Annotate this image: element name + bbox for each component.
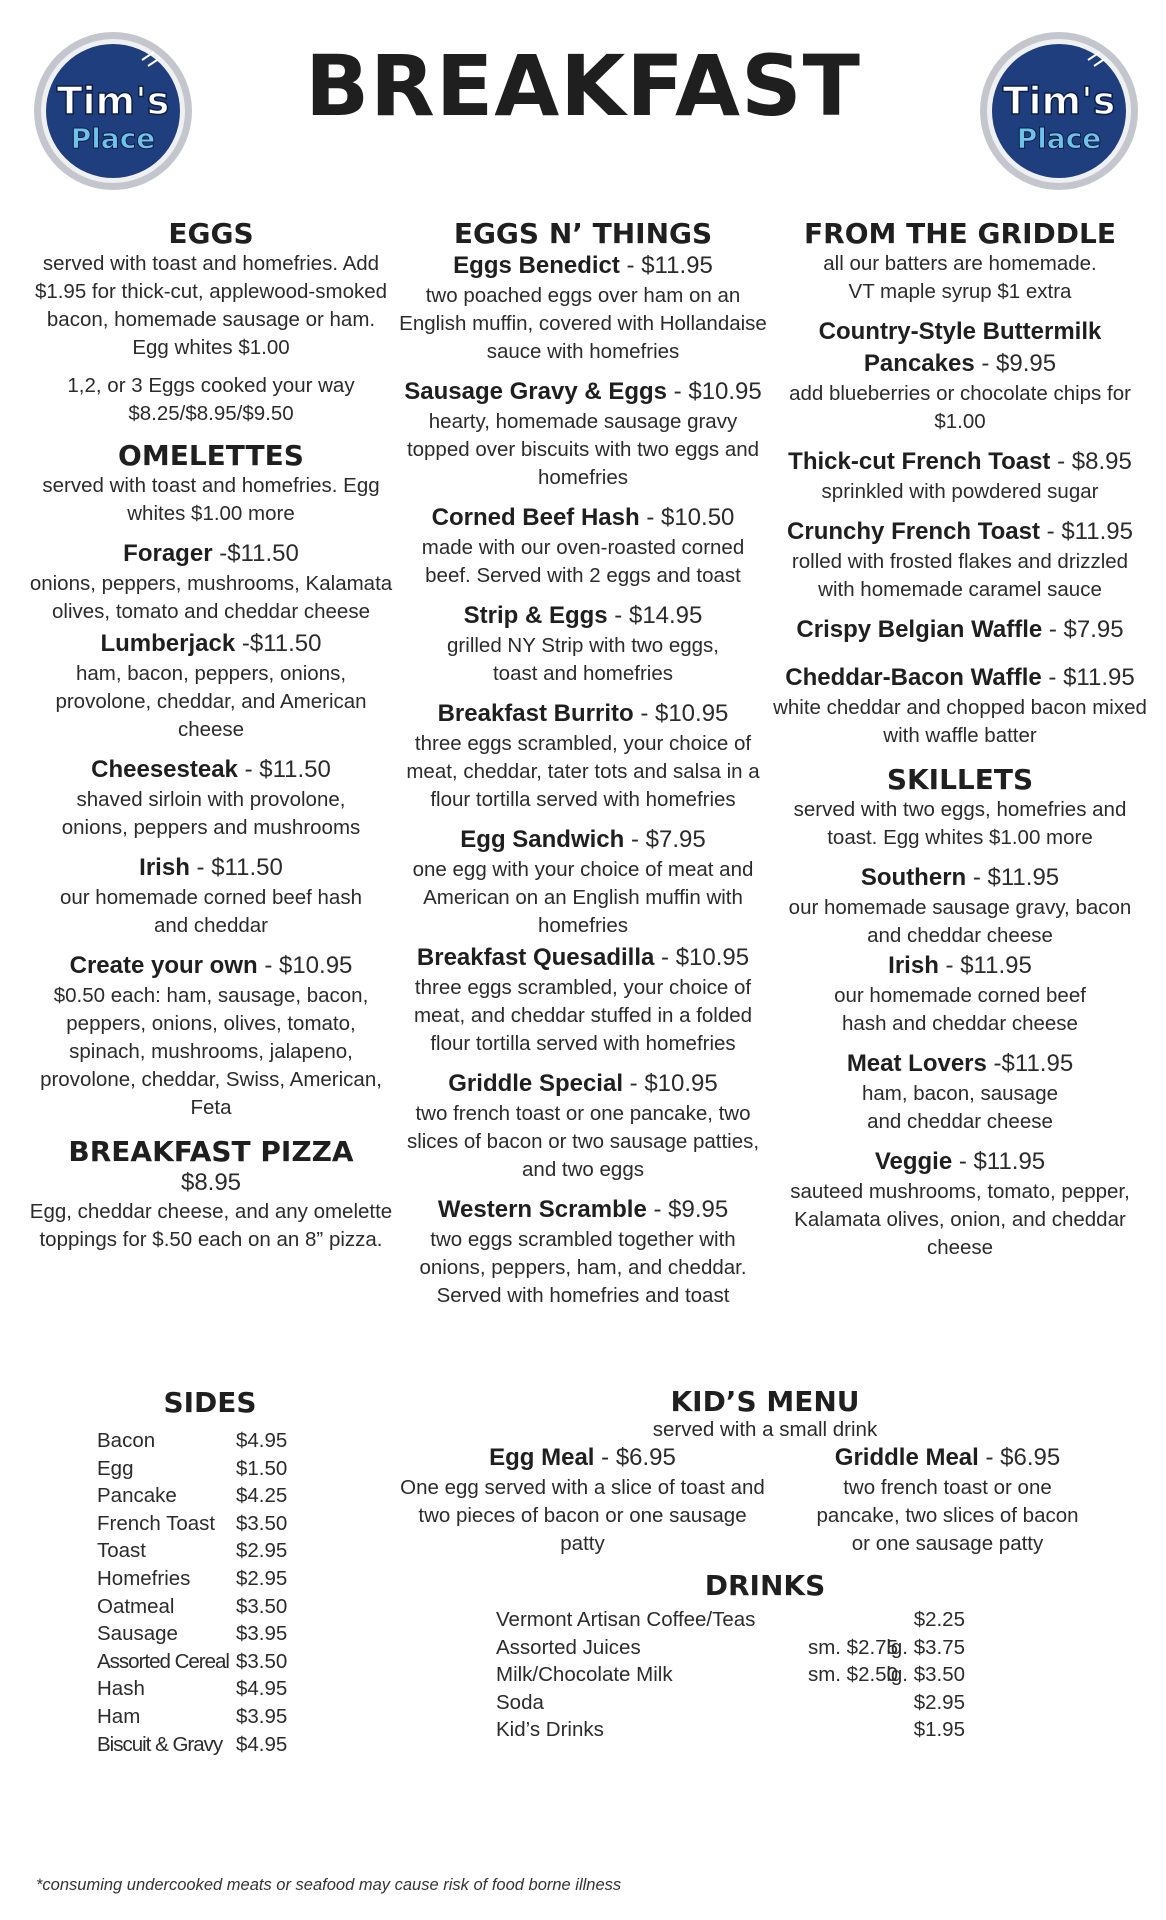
drink-price: lg. $3.50 [886, 1663, 965, 1687]
svg-text:Place: Place [1016, 122, 1102, 155]
drink-name: Milk/Chocolate Milk [496, 1663, 673, 1687]
side-name: Hash [97, 1677, 145, 1701]
item-price: -$11.50 [212, 540, 299, 567]
list-item [97, 1703, 360, 1731]
item-price: - $11.95 [1039, 518, 1133, 545]
section-note: served with a small drink [652, 1418, 878, 1441]
list-item [97, 1675, 360, 1703]
item-name: Southern [860, 864, 967, 891]
item-name: Thick-cut French Toast [788, 448, 1051, 475]
item-price: - $11.95 [952, 1148, 1046, 1175]
drinks-section [400, 1570, 1130, 1744]
item-description: sauteed mushrooms, tomato, pepper, Kalamata olives, onion, and cheddar cheese [790, 1180, 1130, 1259]
section-title-eggs-n-things: EGGS N’ THINGS [453, 217, 713, 250]
list-item [400, 1661, 1130, 1689]
item-description: $0.50 each: ham, sausage, bacon, peppers, onions, olives, tomato, spinach, mushrooms, jalapeno, provolone, cheddar, Swiss, American, Feta [40, 984, 382, 1119]
item-name: Irish [139, 854, 190, 881]
item-price: - $7.95 [624, 826, 706, 853]
item-description: three eggs scrambled, your choice of meat, cheddar, tater tots and salsa in a flour tortilla served with homefries [406, 732, 760, 811]
side-price: $3.50 [236, 1511, 288, 1535]
item-price: - $10.95 [257, 952, 353, 979]
item-name: Irish [888, 952, 939, 979]
item-description: sprinkled with powdered sugar [821, 480, 1099, 503]
menu-item [28, 538, 394, 626]
item-name: Veggie [874, 1148, 953, 1175]
drinks-list [400, 1606, 1130, 1744]
side-name: Oatmeal [97, 1594, 175, 1618]
section-title-from-the-griddle: FROM THE GRIDDLE [804, 217, 1116, 250]
menu-item [772, 950, 1148, 1038]
item-price: - $7.95 [1042, 616, 1124, 643]
item-name: Forager [123, 540, 213, 567]
item-description: grilled NY Strip with two eggs, toast and homefries [447, 634, 719, 685]
menu-item [28, 852, 394, 940]
item-price: - $11.95 [966, 864, 1060, 891]
side-price: $4.25 [236, 1484, 288, 1508]
menu-item [398, 250, 768, 366]
item-name: Create your own [69, 952, 258, 979]
list-item [97, 1537, 360, 1565]
item-price: - $11.95 [1041, 664, 1135, 691]
menu-item [398, 824, 768, 940]
item-name: Sausage Gravy & Eggs [404, 378, 668, 405]
section-title-sides: SIDES [163, 1386, 257, 1419]
section-title-skillets: SKILLETS [886, 763, 1034, 796]
item-name: Breakfast Quesadilla [416, 944, 655, 971]
item-description: Egg, cheddar cheese, and any omelette toppings for $.50 each on an 8” pizza. [29, 1200, 393, 1251]
item-description: our homemade sausage gravy, bacon and cheddar cheese [788, 896, 1132, 947]
item-description: our homemade corned beef hash and cheddar [59, 886, 362, 937]
item-price: - $11.50 [189, 854, 283, 881]
menu-item [772, 614, 1148, 646]
drink-small-price: sm. $2.75 [807, 1635, 898, 1659]
side-name: French Toast [97, 1511, 216, 1535]
item-description: white cheddar and chopped bacon mixed with waffle batter [773, 696, 1147, 747]
menu-item [765, 1442, 1130, 1558]
side-price: $4.95 [236, 1677, 288, 1701]
section-note: all our batters are homemade. VT maple syrup $1 extra [823, 252, 1097, 303]
item-name: Lumberjack [100, 630, 236, 657]
list-item [400, 1634, 1130, 1662]
list-item [400, 1716, 1130, 1744]
item-price: - $6.95 [594, 1444, 676, 1471]
side-price: $3.95 [236, 1704, 288, 1728]
section-title-drinks: DRINKS [704, 1569, 826, 1602]
list-item [97, 1648, 360, 1676]
item-price: - $11.95 [619, 252, 713, 279]
menu-item [28, 754, 394, 842]
menu-item [398, 600, 768, 688]
menu-item [772, 516, 1148, 604]
menu-item [772, 862, 1148, 950]
item-price: - $10.95 [667, 378, 762, 405]
side-name: Biscuit & Gravy [97, 1732, 223, 1756]
svg-text:Place: Place [70, 122, 156, 155]
section-title-breakfast-pizza: BREAKFAST PIZZA [68, 1135, 354, 1168]
side-price: $2.95 [236, 1539, 288, 1563]
drink-price: $2.95 [913, 1690, 965, 1714]
item-name: Eggs Benedict [453, 252, 620, 279]
menu-item [398, 376, 768, 492]
side-name: Egg [97, 1456, 134, 1480]
item-description: three eggs scrambled, your choice of meat, and cheddar stuffed in a folded flour tortilla served with homefries [413, 976, 753, 1055]
sides-section [60, 1387, 360, 1758]
item-description: One egg served with a slice of toast and two pieces of bacon or one sausage patty [400, 1476, 765, 1555]
drink-price: $2.25 [913, 1608, 965, 1631]
item-description: ham, bacon, peppers, onions, provolone, cheddar, and American cheese [55, 662, 367, 741]
item-price: - $10.50 [639, 504, 735, 531]
page-title: BREAKFAST [305, 37, 861, 135]
item-name: Strip & Eggs [463, 602, 608, 629]
item-name: Crunchy French Toast [787, 518, 1040, 545]
item-name: Egg Sandwich [460, 826, 625, 853]
drink-price: $1.95 [913, 1718, 965, 1742]
item-price: -$11.95 [986, 1050, 1074, 1077]
menu-item [398, 1194, 768, 1310]
section-title-omelettes: OMELETTES [118, 439, 304, 472]
item-price: -$11.50 [235, 630, 322, 657]
section-title-kids-menu: KID’S MENU [670, 1385, 860, 1418]
column-left [28, 218, 394, 1254]
list-item [97, 1565, 360, 1593]
menu-item [398, 698, 768, 814]
item-description: ham, bacon, sausage and cheddar cheese [861, 1082, 1059, 1133]
side-name: Sausage [97, 1622, 178, 1646]
drink-name: Kid’s Drinks [496, 1718, 604, 1742]
list-item [97, 1510, 360, 1538]
item-description: shaved sirloin with provolone, onions, peppers and mushrooms [61, 788, 361, 839]
item-description: add blueberries or chocolate chips for $1.00 [789, 382, 1131, 433]
item-name: Cheddar-Bacon Waffle [785, 664, 1042, 691]
item-price: - $8.95 [1050, 448, 1132, 475]
menu-item [28, 628, 394, 744]
section-note: served with toast and homefries. Egg whites $1.00 more [42, 474, 380, 525]
item-name: Griddle Meal [834, 1444, 979, 1471]
drink-small-price: sm. $2.50 [807, 1663, 898, 1687]
side-price: $4.95 [236, 1429, 288, 1452]
side-name: Pancake [97, 1484, 177, 1508]
list-item [97, 1593, 360, 1621]
item-description: two eggs scrambled together with onions, peppers, ham, and cheddar. Served with homefries and toast [419, 1228, 747, 1307]
side-price: $4.95 [236, 1732, 288, 1756]
menu-item [400, 1442, 765, 1558]
item-name: Breakfast Burrito [437, 700, 634, 727]
item-price: - $10.95 [623, 1070, 718, 1097]
drink-name: Assorted Juices [496, 1635, 641, 1659]
item-price: $8.95 [180, 1169, 242, 1196]
section-title-eggs: EGGS [168, 217, 254, 250]
item-description: two french toast or one pancake, two slices of bacon or one sausage patty [816, 1476, 1079, 1555]
list-item [97, 1455, 360, 1483]
item-price: - $9.95 [974, 350, 1057, 377]
item-price: - $10.95 [633, 700, 729, 727]
section-note: served with toast and homefries. Add $1.95 for thick-cut, applewood-smoked bacon, homemade sausage or ham. Egg whites $1.00 [34, 252, 388, 359]
item-description: one egg with your choice of meat and American on an English muffin with homefries [412, 858, 754, 937]
eggs-option: 1,2, or 3 Eggs cooked your way [67, 374, 355, 397]
item-name: Western Scramble [437, 1196, 647, 1223]
item-description: two poached eggs over ham on an English muffin, covered with Hollandaise sauce with homefries [399, 284, 767, 363]
item-price: - $10.95 [654, 944, 750, 971]
item-name: Cheesesteak [91, 756, 238, 783]
menu-item [772, 316, 1148, 436]
drink-price: lg. $3.75 [886, 1635, 965, 1659]
item-price: - $6.95 [978, 1444, 1061, 1471]
footnote: *consuming undercooked meats or seafood may cause risk of food borne illness [36, 1876, 622, 1894]
menu-item [28, 950, 394, 1122]
item-description: rolled with frosted flakes and drizzled with homemade caramel sauce [791, 550, 1129, 601]
list-item [400, 1689, 1130, 1717]
sides-list [97, 1427, 360, 1758]
menu-item [398, 942, 768, 1058]
menu-item [398, 502, 768, 590]
item-description: two french toast or one pancake, two slices of bacon or two sausage patties, and two eggs [406, 1102, 760, 1181]
side-price: $3.95 [236, 1622, 288, 1646]
item-name: Country-Style Buttermilk Pancakes [818, 318, 1102, 377]
side-name: Toast [97, 1539, 146, 1563]
list-item [97, 1620, 360, 1648]
item-description: onions, peppers, mushrooms, Kalamata olives, tomato and cheddar cheese [29, 572, 393, 623]
list-item [97, 1427, 360, 1455]
menu-item [772, 1146, 1148, 1262]
menu-item [772, 1048, 1148, 1136]
side-price: $3.50 [236, 1649, 288, 1673]
drink-name: Vermont Artisan Coffee/Teas [496, 1608, 756, 1631]
item-price: - $11.95 [938, 952, 1032, 979]
list-item [400, 1606, 1130, 1634]
item-price: - $11.50 [237, 756, 331, 783]
list-item [97, 1482, 360, 1510]
kids-menu-section [400, 1386, 1130, 1558]
svg-text:Tim's: Tim's [56, 79, 170, 123]
column-right [772, 218, 1148, 1262]
list-item [97, 1731, 360, 1759]
item-price: - $14.95 [607, 602, 703, 629]
item-name: Egg Meal [489, 1444, 595, 1471]
item-name: Meat Lovers [846, 1050, 987, 1077]
item-name: Griddle Special [448, 1070, 623, 1097]
side-name: Bacon [97, 1429, 156, 1452]
item-description: made with our oven-roasted corned beef. Served with 2 eggs and toast [421, 536, 745, 587]
side-price: $3.50 [236, 1594, 288, 1618]
item-description: our homemade corned beef hash and cheddar cheese [834, 984, 1086, 1035]
side-name: Homefries [97, 1566, 191, 1590]
menu-item [772, 662, 1148, 750]
column-middle [398, 218, 768, 1310]
side-name: Assorted Cereal [97, 1649, 229, 1673]
eggs-option-prices: $8.25/$8.95/$9.50 [128, 402, 294, 425]
side-price: $1.50 [236, 1456, 288, 1480]
section-note: served with two eggs, homefries and toast. Egg whites $1.00 more [793, 798, 1127, 849]
item-price: - $9.95 [646, 1196, 729, 1223]
item-name: Crispy Belgian Waffle [796, 616, 1043, 643]
side-price: $2.95 [236, 1566, 288, 1590]
menu-item [772, 446, 1148, 506]
side-name: Ham [97, 1704, 141, 1728]
item-name: Corned Beef Hash [431, 504, 640, 531]
svg-text:Tim's: Tim's [1002, 79, 1116, 123]
drink-name: Soda [496, 1690, 544, 1714]
menu-item [398, 1068, 768, 1184]
item-description: hearty, homemade sausage gravy topped over biscuits with two eggs and homefries [406, 410, 760, 489]
